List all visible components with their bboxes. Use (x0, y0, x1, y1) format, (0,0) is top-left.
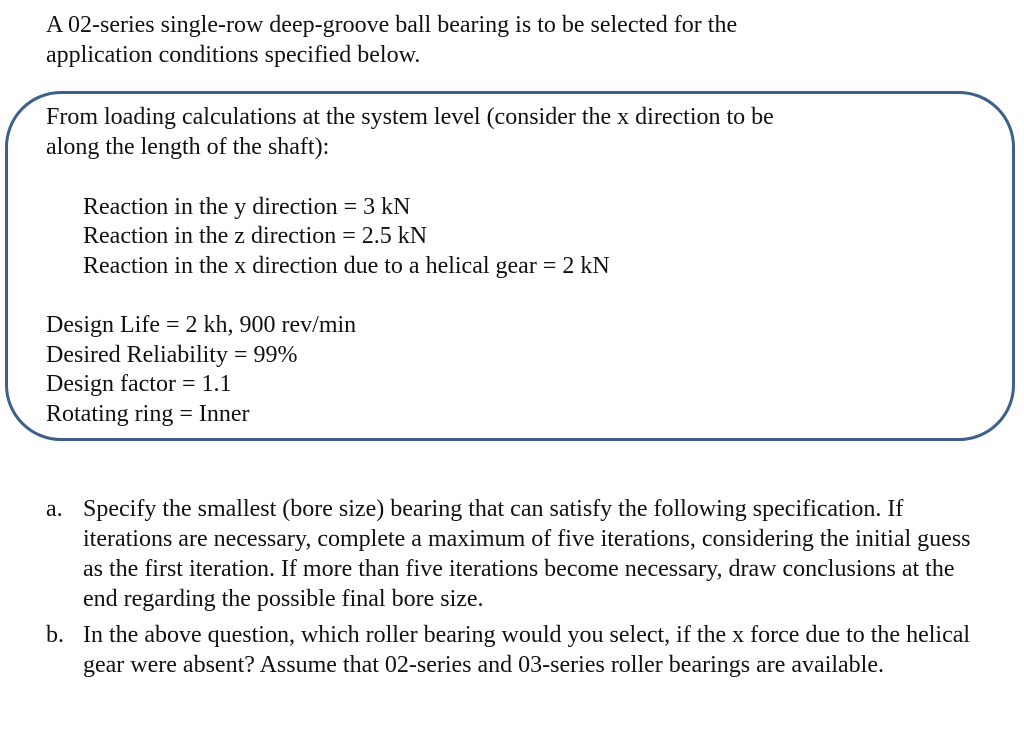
intro-paragraph (46, 10, 996, 70)
spec-design-factor: Design factor = 1.1 (46, 371, 232, 397)
intro-line-1: A 02-series single-row deep-groove ball bearing is to be selected for the (46, 12, 738, 38)
spec-reliability: Desired Reliability = 99% (46, 342, 298, 368)
question-b (46, 620, 976, 680)
box-heading-line-1: From loading calculations at the system level (consider the x direction to be (46, 104, 774, 130)
question-a-marker: a. (46, 496, 63, 522)
question-a (46, 494, 976, 614)
question-b-text: In the above question, which roller bearing would you select, if the x force due to the helical gear were absent? Assume that 02-series and 03-series roller bearings are available. (83, 622, 971, 678)
question-b-marker: b. (46, 622, 64, 648)
intro-line-2: application conditions specified below. (46, 42, 421, 68)
question-list (46, 494, 976, 686)
reaction-z: Reaction in the z direction = 2.5 kN (83, 223, 428, 249)
spec-design-life: Design Life = 2 kh, 900 rev/min (46, 312, 357, 338)
spec-rotating-ring: Rotating ring = Inner (46, 401, 250, 427)
reaction-y: Reaction in the y direction = 3 kN (83, 194, 411, 220)
question-a-text: Specify the smallest (bore size) bearing that can satisfy the following specification. If iterations are necessary, complete a maximum of five iterations, considering the initial guess as the first iteration. If more than five iterations become necessary, draw conclusions at the end regarding the possible final bore size. (83, 496, 971, 612)
box-heading-line-2: along the length of the shaft): (46, 134, 330, 160)
reaction-x: Reaction in the x direction due to a helical gear = 2 kN (83, 253, 610, 279)
